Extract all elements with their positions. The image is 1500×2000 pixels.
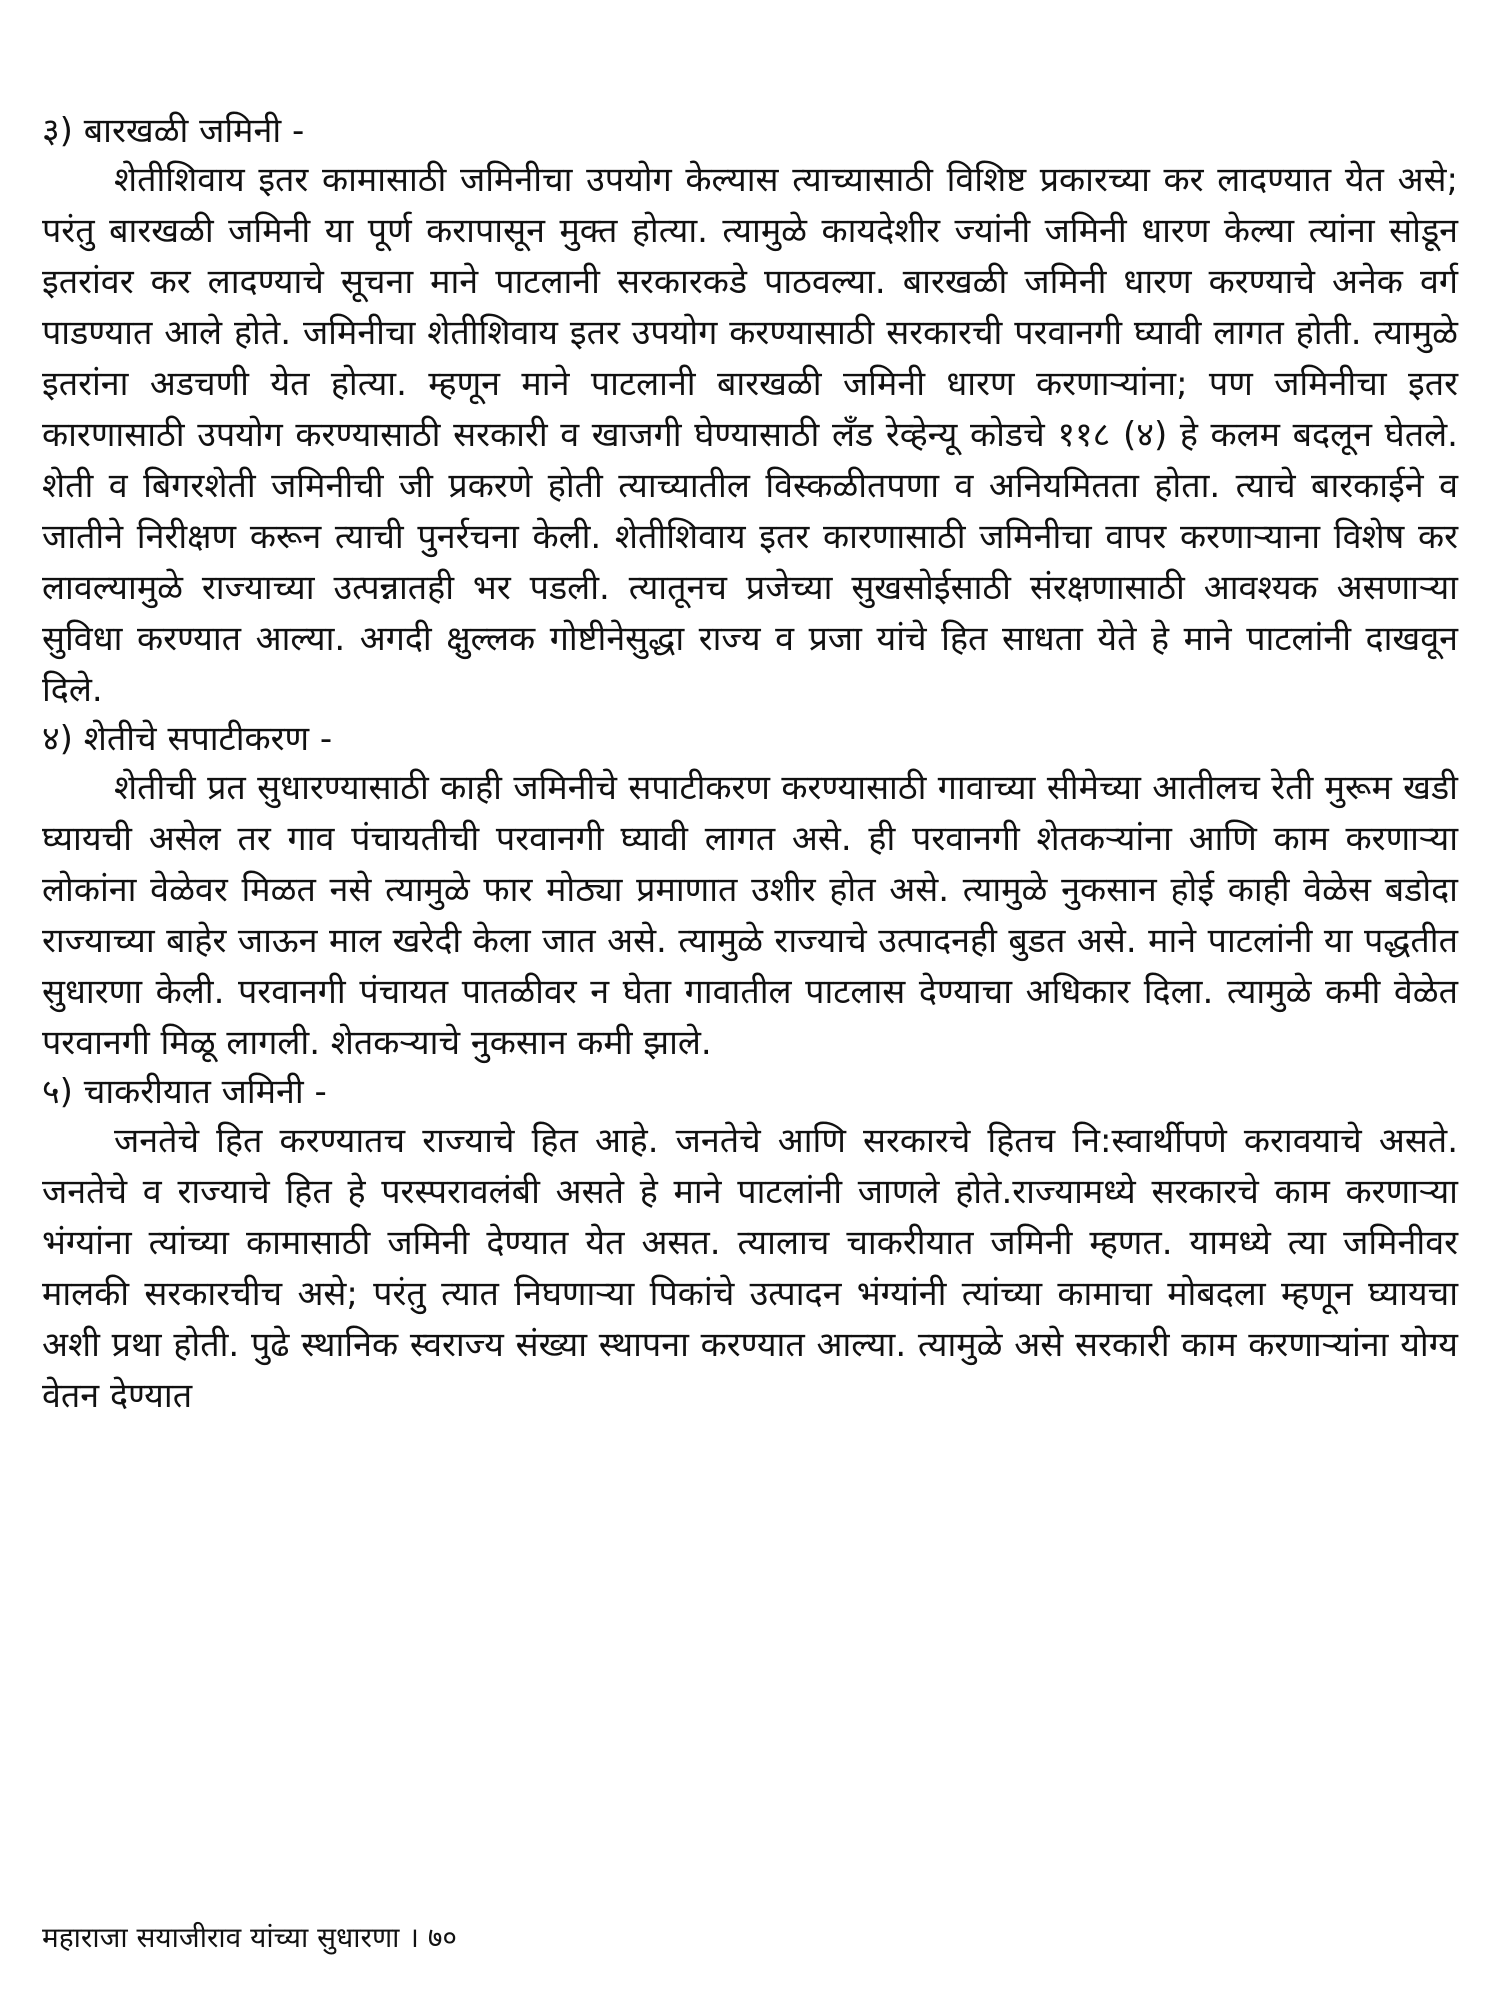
section-paragraph: शेतीची प्रत सुधारण्यासाठी काही जमिनीचे सपाटीकरण करण्यासाठी गावाच्या सीमेच्या आतीलच रेती मुरूम खडी घ्यायची असेल तर गाव पंचायतीची परवानगी घ्यावी लागत असे. ही परवानगी शेतकऱ्यांना आणि काम करणाऱ्या लोकांना वेळेवर मिळत नसे त्यामुळे फार मोठ्या प्रमाणात उशीर होत असे. त्यामुळे नुकसान होई काही वेळेस बडोदा राज्याच्या बाहेर जाऊन माल खरेदी केला जात असे. त्यामुळे राज्याचे उत्पादनही बुडत असे. माने पाटलांनी या पद्धतीत सुधारणा केली. परवानगी पंचायत पातळीवर न घेता गावातील पाटलास देण्याचा अधिकार दिला. त्यामुळे कमी वेळेत परवानगी मिळू लागली. शेतकऱ्याचे नुकसान कमी झाले. (42, 768, 1458, 1063)
section-heading: ५) चाकरीयात जमिनी - (42, 1072, 327, 1112)
section-sheti-sapatikaran (42, 716, 1458, 1069)
section-heading: ४) शेतीचे सपाटीकरण - (42, 719, 333, 759)
section-chakariyat-jamini (42, 1069, 1458, 1422)
page-footer: महाराजा सयाजीराव यांच्या सुधारणा । ७० (42, 1921, 457, 1954)
section-heading: ३) बारखळी जमिनी - (42, 111, 305, 151)
document-page (42, 108, 1458, 1422)
section-barkhali-jamini (42, 108, 1458, 716)
section-paragraph: जनतेचे हित करण्यातच राज्याचे हित आहे. जनतेचे आणि सरकारचे हितच नि:स्वार्थीपणे करावयाचे असते. जनतेचे व राज्याचे हित हे परस्परावलंबी असते हे माने पाटलांनी जाणले होते.राज्यामध्ये सरकारचे काम करणाऱ्या भंग्यांना त्यांच्या कामासाठी जमिनी देण्यात येत असत. त्यालाच चाकरीयात जमिनी म्हणत. यामध्ये त्या जमिनीवर मालकी सरकारचीच असे; परंतु त्यात निघणाऱ्या पिकांचे उत्पादन भंग्यांनी त्यांच्या कामाचा मोबदला म्हणून घ्यायचा अशी प्रथा होती. पुढे स्थानिक स्वराज्य संख्या स्थापना करण्यात आल्या. त्यामुळे असे सरकारी काम करणाऱ्यांना योग्य वेतन देण्यात (42, 1121, 1458, 1416)
section-paragraph: शेतीशिवाय इतर कामासाठी जमिनीचा उपयोग केल्यास त्याच्यासाठी विशिष्ट प्रकारच्या कर लादण्यात येत असे; परंतु बारखळी जमिनी या पूर्ण करापासून मुक्त होत्या. त्यामुळे कायदेशीर ज्यांनी जमिनी धारण केल्या त्यांना सोडून इतरांवर कर लादण्याचे सूचना माने पाटलानी सरकारकडे पाठवल्या. बारखळी जमिनी धारण करण्याचे अनेक वर्ग पाडण्यात आले होते. जमिनीचा शेतीशिवाय इतर उपयोग करण्यासाठी सरकारची परवानगी घ्यावी लागत होती. त्यामुळे इतरांना अडचणी येत होत्या. म्हणून माने पाटलानी बारखळी जमिनी धारण करणाऱ्यांना; पण जमिनीचा इतर कारणासाठी उपयोग करण्यासाठी सरकारी व खाजगी घेण्यासाठी लँड रेव्हेन्यू कोडचे ११८ (४) हे कलम बदलून घेतले. शेती व बिगरशेती जमिनीची जी प्रकरणे होती त्याच्यातील विस्कळीतपणा व अनियमितता होता. त्याचे बारकाईने व जातीने निरीक्षण करून त्याची पुनर्रचना केली. शेतीशिवाय इतर कारणासाठी जमिनीचा वापर करणाऱ्याना विशेष कर लावल्यामुळे राज्याच्या उत्पन्नातही भर पडली. त्यातूनच प्रजेच्या सुखसोईसाठी संरक्षणासाठी आवश्यक असणाऱ्या सुविधा करण्यात आल्या. अगदी क्षुल्लक गोष्टीनेसुद्धा राज्य व प्रजा यांचे हित साधता येते हे माने पाटलांनी दाखवून दिले. (42, 160, 1458, 710)
